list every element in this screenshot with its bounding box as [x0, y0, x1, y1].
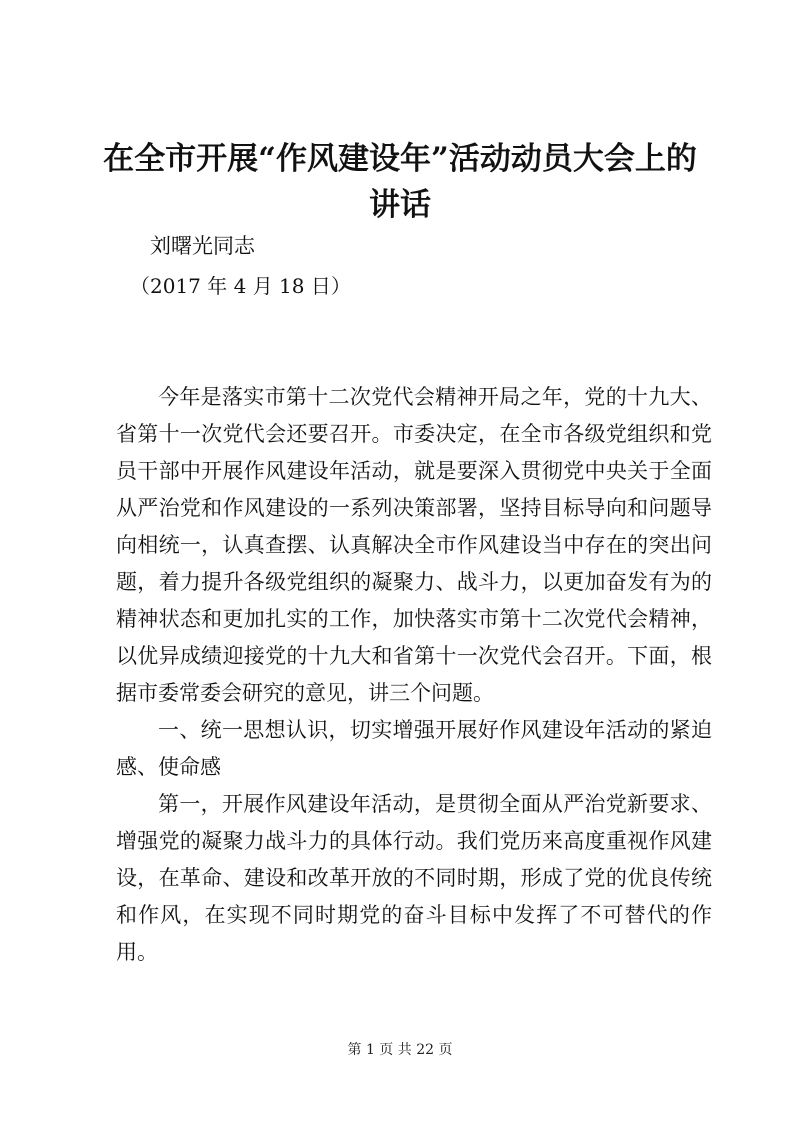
section-heading: 一、统一思想认识，切实增强开展好作风建设年活动的紧迫感、使命感 — [116, 718, 712, 779]
author-line: 刘曙光同志 — [150, 234, 255, 258]
document-body — [116, 379, 712, 971]
date-line: （2017 年 4 月 18 日） — [130, 274, 351, 298]
body-paragraph: 今年是落实市第十二次党代会精神开局之年，党的十九大、省第十一次党代会还要召开。市委决定，在全市各级党组织和党员干部中开展作风建设年活动，就是要深入贯彻党中央关于全面从严治党和作风建设的一系列决策部署，坚持目标导向和问题导向相统一，认真查摆、认真解决全市作风建设当中存在的突出问题，着力提升各级党组织的凝聚力、战斗力，以更加奋发有为的精神状态和更加扎实的工作，加快落实市第十二次党代会精神，以优异成绩迎接党的十九大和省第十一次党代会召开。下面，根据市委常委会研究的意见，讲三个问题。 — [116, 385, 712, 705]
body-paragraph: 第一，开展作风建设年活动，是贯彻全面从严治党新要求、增强党的凝聚力战斗力的具体行动。我们党历来高度重视作风建设，在革命、建设和改革开放的不同时期，形成了党的优良传统和作风，在实现不同时期党的奋斗目标中发挥了不可替代的作用。 — [116, 792, 712, 964]
page-footer: 第 1 页 共 22 页 — [347, 1042, 453, 1058]
document-title: 在全市开展“作风建设年”活动动员大会上的讲话 — [103, 141, 697, 223]
